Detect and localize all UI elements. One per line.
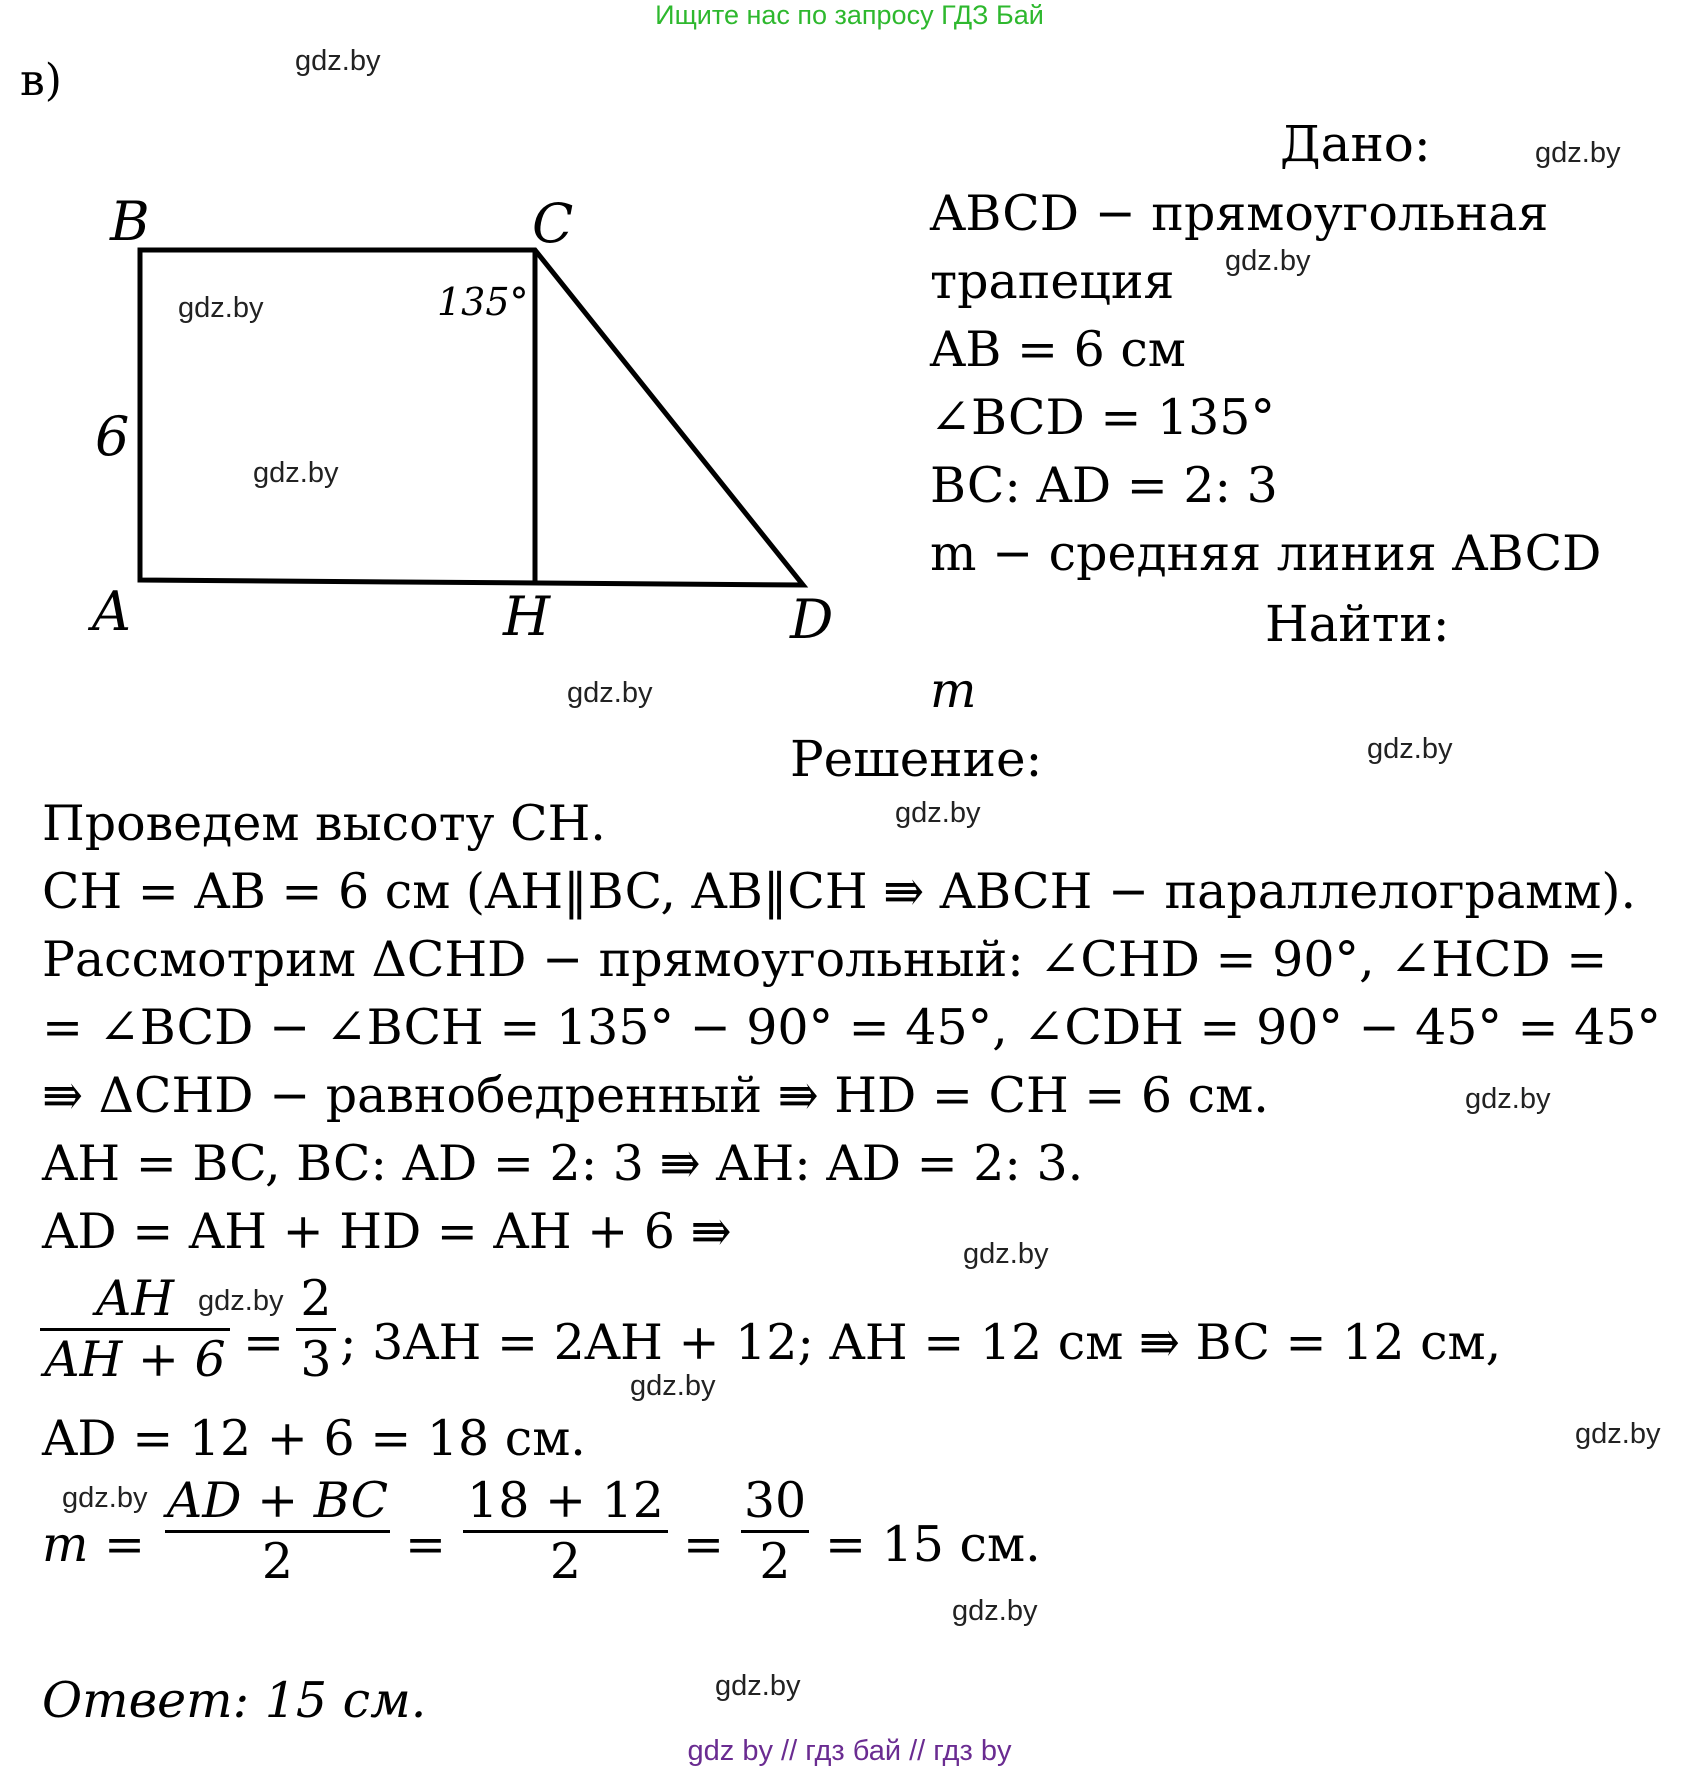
fraction-denominator: 2 [261,1533,294,1590]
equals-sign: = [243,1314,285,1371]
fraction-numerator: 2 [300,1270,332,1327]
equals-sign: = [683,1516,725,1573]
watermark: gdz.by [178,292,264,324]
watermark: gdz.by [253,457,339,489]
given-line: BC: AD = 2: 3 [930,457,1278,514]
watermark: gdz.by [62,1482,148,1514]
fraction-numerator: AH [95,1270,175,1327]
fraction-denominator: 3 [300,1331,332,1388]
equals-sign: = [405,1516,447,1573]
answer-line: Ответ: 15 см. [42,1672,427,1729]
m-equals: m = [42,1516,146,1573]
solution-line: = ∠BCD − ∠BCH = 135° − 90° = 45°, ∠CDH = 90° − 45° = 45° [42,999,1662,1056]
watermark: gdz.by [1225,245,1311,277]
watermark: gdz.by [630,1370,716,1402]
fraction-18-plus-12-over-2 [463,1472,668,1591]
solution-line: AH = BC, BC: AD = 2: 3 ⇛ AH: AD = 2: 3. [42,1135,1084,1192]
search-banner: Ищите нас по запросу ГДЗ Бай [655,0,1044,30]
given-line: AB = 6 см [930,321,1186,378]
watermark: gdz.by [952,1595,1038,1627]
given-line: трапеция [930,253,1175,310]
watermark: gdz.by [567,677,653,709]
fraction-numerator: 30 [743,1472,807,1529]
fraction-denominator: 2 [759,1533,791,1590]
given-line: ∠BCD = 135° [930,389,1275,446]
watermark: gdz.by [715,1670,801,1702]
watermark: gdz.by [1535,137,1621,169]
solution-line: ⇛ ΔCHD − равнобедренный ⇛ HD = CH = 6 см. [42,1067,1269,1124]
fraction-denominator: 2 [549,1533,582,1590]
watermark: gdz.by [295,45,381,77]
footer-links: gdz by // гдз бай // гдз by [687,1735,1012,1767]
solution-line-ad: AD = 12 + 6 = 18 см. [42,1410,586,1467]
solution-line: CH = AB = 6 см (AH‖BC, AB‖CH ⇛ ABCH − параллелограмм). [42,863,1637,920]
watermark: gdz.by [1367,733,1453,765]
vertex-b: B [110,190,150,253]
fraction-denominator: AH + 6 [44,1331,226,1388]
vertex-d: D [790,588,834,651]
angle-label: 135° [437,280,529,324]
fraction-numerator: 18 + 12 [467,1472,664,1529]
given-line: ABCD − прямоугольная [930,185,1549,242]
given-heading: Дано: [1280,115,1431,173]
find-heading: Найти: [1265,595,1450,653]
watermark: gdz.by [895,797,981,829]
vertex-c: C [532,192,574,255]
fraction-ad-plus-bc-over-2 [165,1472,390,1591]
watermark: gdz.by [963,1238,1049,1270]
solution-line: Рассмотрим ΔCHD − прямоугольный: ∠CHD = 90°, ∠HCD = [42,931,1608,988]
solution-line: Проведем высоту CH. [42,795,606,852]
solution-heading: Решение: [790,730,1043,788]
fraction-30-over-2 [741,1472,809,1591]
given-line: m − средняя линия ABCD [930,525,1602,582]
equation-continuation: ; 3AH = 2AH + 12; AH = 12 см ⇛ BC = 12 см, [340,1314,1502,1371]
vertex-h: H [503,585,551,648]
solution-line: AD = AH + HD = AH + 6 ⇛ [42,1203,732,1260]
fraction-numerator: AD + BC [166,1472,389,1529]
fraction-2-over-3 [296,1270,336,1389]
watermark: gdz.by [198,1285,284,1317]
result-value: = 15 см. [825,1516,1041,1573]
watermark: gdz.by [1575,1418,1661,1450]
part-label: в) [20,55,62,106]
watermark: gdz.by [1465,1083,1551,1115]
vertex-a: A [92,580,131,643]
find-value: m [930,662,977,719]
side-ab-label: 6 [95,405,130,468]
fraction-ah-over-ah-plus-6 [40,1270,230,1389]
